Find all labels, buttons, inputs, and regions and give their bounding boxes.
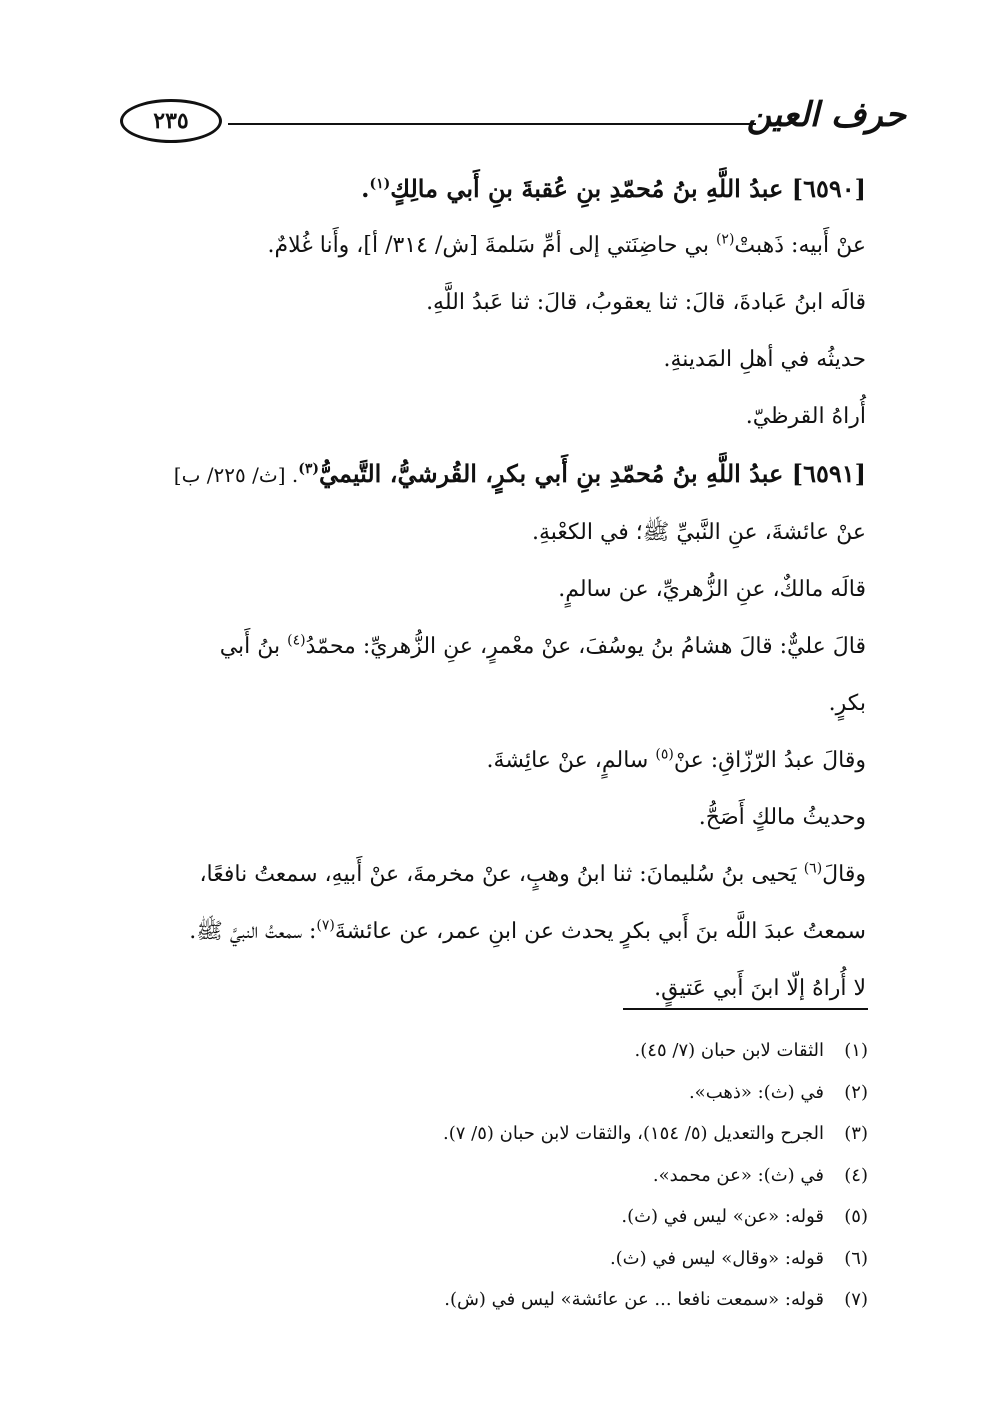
manuscript-ref: . [ث/ ٢٢٥/ ب] xyxy=(173,463,299,487)
text-line: حديثُه في أهلِ المَدينةِ. xyxy=(663,347,866,372)
text-line: عنْ عائشةَ، عنِ النَّبيِّ ﷺ؛ في الكعْبةِ. xyxy=(531,520,866,545)
footnote-text: قوله: «سمعت نافعا ... عن عائشة» ليس في (ش). xyxy=(444,1289,824,1310)
text-line: : سمعتُ النبيَّ ﷺ. xyxy=(189,919,317,944)
footnote-ref: (١) xyxy=(369,176,391,192)
text-line: بي حاضِنَتي إلى أمِّ سَلمةَ [ش/ ٣١٤/ أ]، وأَنا غُلامٌ. xyxy=(267,233,716,258)
footnote-ref: (٧) xyxy=(316,917,335,934)
footnote-item xyxy=(140,1155,868,1197)
text-line: [٦٥٩٠] عبدُ اللَّهِ بنُ مُحمّدِ بنِ عُقبةَ بنِ أَبي مالِكٍ xyxy=(390,174,866,203)
text-line: قالَ عليٌّ: قالَ هشامُ بنُ يوسُفَ، عنْ معْمرٍ، عنِ الزُّهريِّ: محمّدُ xyxy=(305,634,866,659)
footnote-item xyxy=(140,1113,868,1155)
footnote-number: (٤) xyxy=(844,1164,868,1186)
text-line-5 xyxy=(140,388,866,445)
footnote-item xyxy=(140,1072,868,1114)
footnote-text: في (ث): «ذهب». xyxy=(688,1081,824,1103)
text-line: بنُ أَبي xyxy=(219,634,288,659)
text-line: وقالَ xyxy=(822,862,866,887)
footnote-text: الثقات لابن حبان (٧/ ٤٥). xyxy=(634,1040,824,1061)
footnotes xyxy=(140,1030,868,1321)
page-header xyxy=(120,95,906,155)
text-line-12 xyxy=(140,789,866,846)
text-line-3 xyxy=(140,274,866,331)
text-line-14 xyxy=(140,903,866,960)
footnote-number: (٦) xyxy=(844,1247,868,1269)
entry-heading-6591 xyxy=(140,445,866,504)
footnote-ref: (٦) xyxy=(803,860,823,877)
entry-heading-6590 xyxy=(140,160,866,217)
footnote-item xyxy=(140,1196,868,1238)
footnote-ref: (٤) xyxy=(287,632,306,649)
text-line-9 xyxy=(140,618,866,675)
text-line: سمعتُ عبدَ اللَّه بنَ أَبي بكرٍ يحدث عن ابنِ عمر، عن عائشةَ xyxy=(334,919,866,944)
main-text xyxy=(140,160,866,1017)
text-line-10 xyxy=(140,675,866,732)
text-line: بكرٍ. xyxy=(828,691,866,716)
text-line: سالمٍ، عنْ عائِشةَ. xyxy=(486,748,656,773)
footnote-ref: (٢) xyxy=(715,231,735,248)
text-line-11 xyxy=(140,732,866,789)
footnote-text: الجرح والتعديل (٥/ ١٥٤)، والثقات لابن حبان (٥/ ٧). xyxy=(442,1123,824,1144)
text-line: [٦٥٩١] عبدُ اللَّهِ بنُ مُحمّدِ بنِ أَبي بكرٍ، القُرشيُّ، التَّيميُّ xyxy=(319,459,866,488)
footnote-text: قوله: «وقال» ليس في (ث). xyxy=(609,1247,824,1269)
footnote-item xyxy=(140,1238,868,1280)
text-line: يَحيى بنُ سُليمانَ: ثنا ابنُ وهبٍ، عنْ مخرمةَ، عنْ أَبيهِ، سمعتُ نافعًا، xyxy=(199,862,804,887)
text-line-2 xyxy=(140,217,866,274)
text-line-7 xyxy=(140,504,866,561)
footnote-number: (٢) xyxy=(844,1081,868,1103)
footnote-text: في (ث): «عن محمد». xyxy=(652,1164,824,1186)
page-number: ٢٣٥ xyxy=(120,99,222,143)
text-line: عنْ أَبيه: ذَهبتْ xyxy=(734,233,866,258)
footnote-number: (١) xyxy=(844,1040,868,1061)
footnote-ref: (٥) xyxy=(655,746,674,763)
text-line: وحديثُ مالكٍ أَصَحُّ. xyxy=(698,805,866,830)
text-line-13 xyxy=(140,846,866,903)
footnote-item xyxy=(140,1279,868,1321)
footnote-separator xyxy=(623,1008,868,1010)
text-line: لا أُراهُ إلّا ابنَ أَبي عَتيقٍ. xyxy=(654,976,866,1001)
text-line: قالَه ابنُ عَبادةَ، قالَ: ثنا يعقوبُ، قالَ: ثنا عَبدُ اللَّهِ. xyxy=(426,290,866,315)
running-title: حرف العين xyxy=(746,95,906,135)
text-line: وقالَ عبدُ الرّزّاقِ: عنْ xyxy=(673,748,866,773)
footnote-number: (٣) xyxy=(844,1123,868,1144)
text-line: أُراهُ القرظيّ. xyxy=(745,404,866,429)
text-line-4 xyxy=(140,331,866,388)
footnote-ref: (٣) xyxy=(298,461,319,477)
footnote-text: قوله: «عن» ليس في (ث). xyxy=(621,1206,824,1227)
text-line-8 xyxy=(140,561,866,618)
footnote-number: (٥) xyxy=(844,1206,868,1227)
header-rule xyxy=(228,123,756,125)
footnote-item xyxy=(140,1030,868,1072)
footnote-number: (٧) xyxy=(844,1289,868,1310)
text-line: . xyxy=(361,174,370,203)
text-line: قالَه مالكٌ، عنِ الزُّهريِّ، عن سالمٍ. xyxy=(558,577,866,602)
